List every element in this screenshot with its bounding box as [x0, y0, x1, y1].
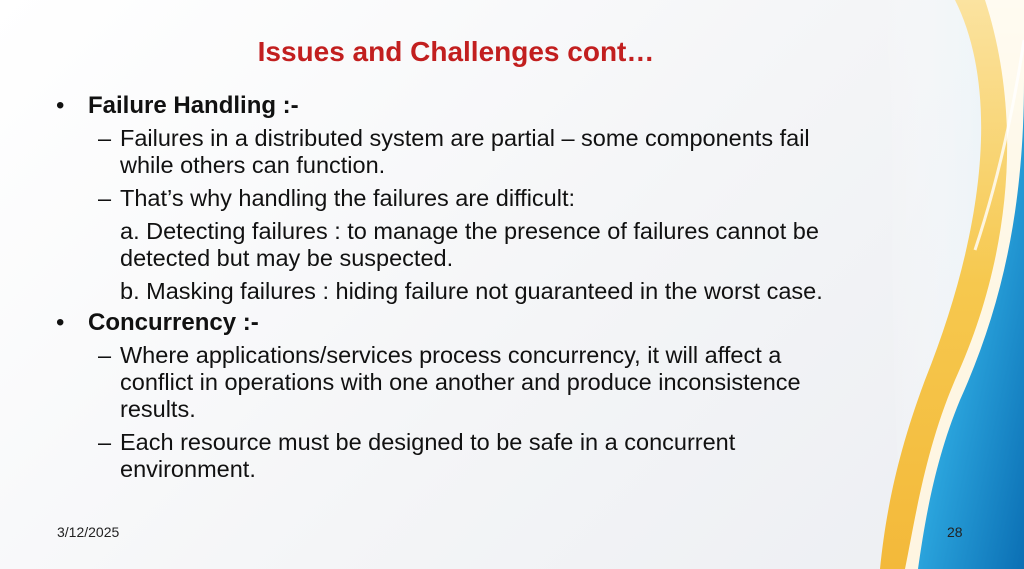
- sub-item-text: Failures in a distributed system are partial – some components fail while others can function.: [120, 125, 810, 178]
- bullet-concurrency: [56, 309, 836, 336]
- sub-item: [56, 342, 836, 423]
- sub-item-text: Where applications/services process concurrency, it will affect a conflict in operations with one another and produce inconsistence results.: [120, 342, 801, 422]
- bullet-heading: Concurrency :-: [88, 309, 259, 336]
- bullet-failure-handling: [56, 92, 836, 119]
- slide-number: 28: [947, 524, 963, 540]
- sub-item: [56, 125, 836, 179]
- dash-marker: –: [98, 185, 112, 211]
- dash-marker: –: [98, 125, 112, 151]
- sub-item: [56, 185, 836, 212]
- slide-title: Issues and Challenges cont…: [257, 36, 655, 67]
- bullet-heading: Failure Handling :-: [88, 92, 299, 119]
- footer-date: 3/12/2025: [57, 524, 120, 540]
- bullet-marker: •: [56, 92, 65, 119]
- dash-marker: –: [98, 342, 112, 368]
- sub-item-text: That’s why handling the failures are difficult:: [120, 185, 576, 211]
- slide-content: [56, 88, 836, 483]
- dash-marker: –: [98, 429, 112, 455]
- paragraph-masking-failures: b. Masking failures : hiding failure not guaranteed in the worst case.: [120, 278, 823, 304]
- paragraph-detecting-failures: a. Detecting failures : to manage the presence of failures cannot be detected but may be suspected.: [120, 218, 819, 271]
- sub-item-text: Each resource must be designed to be safe in a concurrent environment.: [120, 429, 736, 482]
- sub-item: [56, 429, 836, 483]
- bullet-marker: •: [56, 309, 65, 336]
